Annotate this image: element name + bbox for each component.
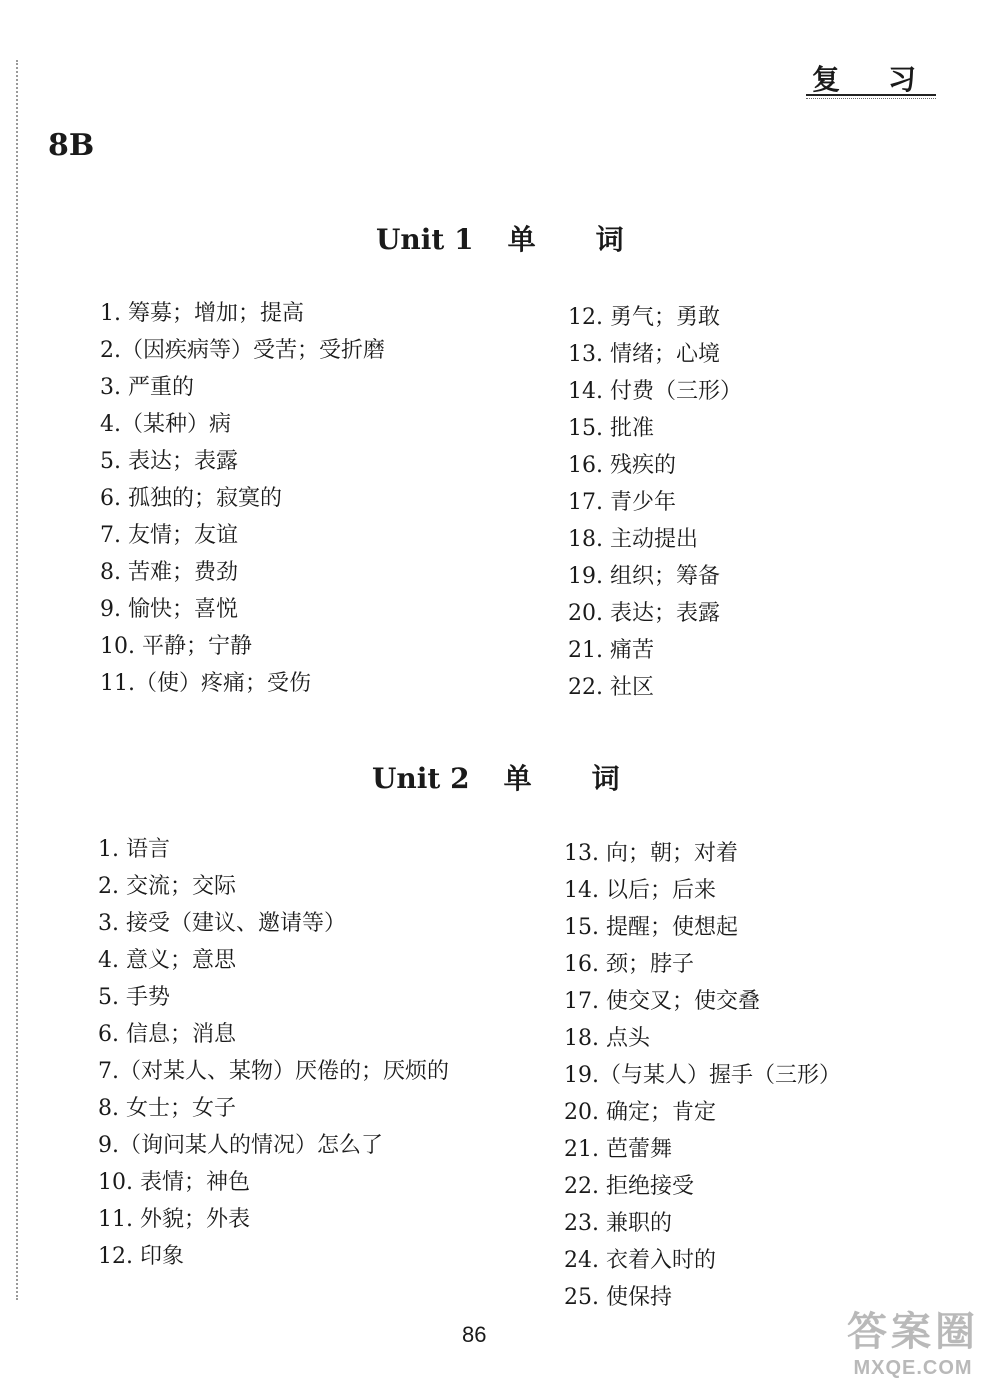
section-header-title: 复习	[812, 63, 965, 96]
vocab-item: 13. 向；朝；对着	[564, 841, 738, 866]
vocab-item: 22. 拒绝接受	[564, 1174, 694, 1199]
vocab-item: 10. 表情；神色	[98, 1170, 250, 1195]
vocab-item: 19.（与某人）握手（三形）	[564, 1063, 841, 1088]
vocab-item: 6. 孤独的；寂寞的	[100, 486, 282, 511]
vocab-item: 15. 批准	[568, 416, 654, 441]
vocab-item: 7. 友情；友谊	[100, 523, 238, 548]
vocab-item: 4.（某种）病	[100, 412, 231, 437]
vocab-item: 23. 兼职的	[564, 1211, 672, 1236]
vocab-item: 22. 社区	[568, 675, 654, 700]
header-rule	[806, 94, 936, 96]
vocab-item: 3. 严重的	[100, 375, 194, 400]
watermark	[838, 1300, 988, 1380]
vocab-item: 10. 平静；宁静	[100, 634, 252, 659]
page-number: 86	[462, 1322, 487, 1347]
unit1-left-list	[100, 295, 385, 702]
vocab-item: 11. 外貌；外表	[98, 1207, 250, 1232]
watermark-line-1: 答案圈	[847, 1310, 979, 1354]
vocab-item: 24. 衣着入时的	[564, 1248, 716, 1273]
vocab-item: 20. 表达；表露	[568, 601, 720, 626]
binding-dotted-line	[16, 60, 18, 1300]
vocab-item: 7.（对某人、某物）厌倦的；厌烦的	[98, 1059, 449, 1084]
vocab-item: 5. 手势	[98, 985, 170, 1010]
unit2-word-char-1: 单	[503, 762, 532, 795]
vocab-item: 12. 勇气；勇敢	[568, 305, 720, 330]
vocab-item: 19. 组织；筹备	[568, 564, 720, 589]
vocab-item: 13. 情绪；心境	[568, 342, 720, 367]
unit2-label: Unit 2	[372, 762, 470, 795]
vocab-item: 15. 提醒；使想起	[564, 915, 738, 940]
vocab-item: 6. 信息；消息	[98, 1022, 236, 1047]
vocab-item: 9. 愉快；喜悦	[100, 597, 238, 622]
vocab-item: 1. 语言	[98, 837, 170, 862]
vocab-item: 3. 接受（建议、邀请等）	[98, 911, 346, 936]
unit1-word-char-1: 单	[507, 223, 536, 256]
vocab-item: 25. 使保持	[564, 1285, 672, 1310]
vocab-item: 11.（使）疼痛；受伤	[100, 671, 311, 696]
vocab-item: 1. 筹募；增加；提高	[100, 301, 304, 326]
unit2-word-char-2: 词	[591, 762, 620, 795]
unit2-left-list	[98, 831, 466, 1275]
unit2-right-list	[564, 835, 841, 1316]
unit1-label: Unit 1	[376, 223, 474, 256]
vocab-item: 17. 青少年	[568, 490, 676, 515]
book-label: 8B	[48, 128, 95, 163]
vocab-item: 14. 以后；后来	[564, 878, 716, 903]
vocab-item: 12. 印象	[98, 1244, 184, 1269]
unit1-right-list	[568, 299, 742, 706]
unit1-word-char-2: 词	[595, 223, 624, 256]
vocab-item: 2. 交流；交际	[98, 874, 236, 899]
vocab-item: 20. 确定；肯定	[564, 1100, 716, 1125]
unit2-title	[372, 757, 620, 797]
vocab-item: 8. 苦难；费劲	[100, 560, 238, 585]
vocab-item: 18. 点头	[564, 1026, 650, 1051]
unit1-title	[376, 218, 624, 258]
vocab-item: 21. 痛苦	[568, 638, 654, 663]
vocab-item: 16. 残疾的	[568, 453, 676, 478]
vocab-item: 2.（因疾病等）受苦；受折磨	[100, 338, 385, 363]
vocab-item: 14. 付费（三形）	[568, 379, 742, 404]
watermark-line-2: MXQE.COM	[853, 1357, 973, 1379]
vocab-item: 9.（询问某人的情况）怎么了	[98, 1133, 383, 1158]
vocab-item: 18. 主动提出	[568, 527, 698, 552]
vocab-item: 21. 芭蕾舞	[564, 1137, 672, 1162]
vocab-item: 16. 颈；脖子	[564, 952, 694, 977]
vocab-item: 5. 表达；表露	[100, 449, 238, 474]
header-dotted-rule	[806, 98, 936, 99]
vocab-item: 4. 意义；意思	[98, 948, 236, 973]
vocab-item: 8. 女士；女子	[98, 1096, 236, 1121]
vocab-item: 17. 使交叉；使交叠	[564, 989, 760, 1014]
